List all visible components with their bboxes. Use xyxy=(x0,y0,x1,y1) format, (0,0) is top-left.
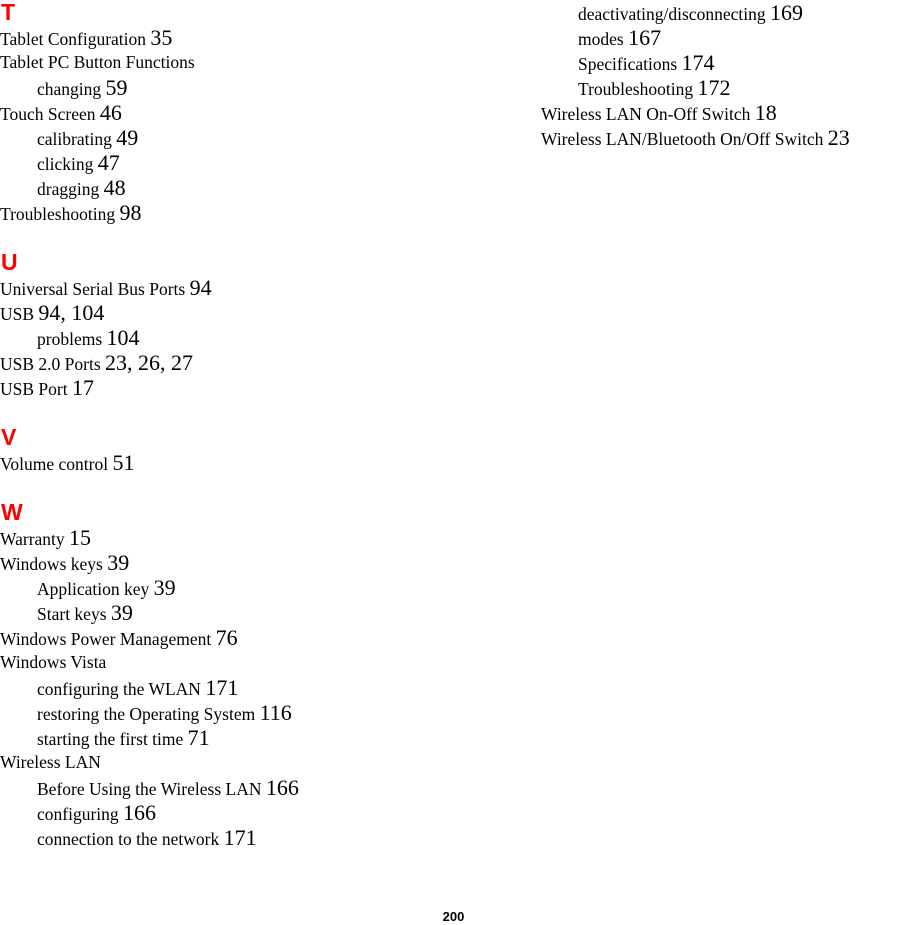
page-reference: 167 xyxy=(628,25,662,50)
index-term: deactivating/disconnecting xyxy=(578,4,766,24)
page-reference: 51 xyxy=(112,450,135,475)
index-term: USB xyxy=(0,304,35,324)
index-entry xyxy=(0,100,520,125)
index-term: clicking xyxy=(37,154,94,174)
index-subentry xyxy=(0,775,520,800)
index-term: Windows Vista xyxy=(0,652,107,672)
page-reference: 23 xyxy=(827,125,850,150)
page-reference: 94 xyxy=(189,275,212,300)
page-reference: 49 xyxy=(116,125,139,150)
index-subentry xyxy=(541,75,907,100)
index-subentry xyxy=(541,25,907,50)
page-reference: 71 xyxy=(187,725,210,750)
page-reference: 46 xyxy=(99,100,122,125)
index-entry xyxy=(0,50,520,75)
index-term: Wireless LAN On-Off Switch xyxy=(541,104,751,124)
index-term: USB 2.0 Ports xyxy=(0,354,101,374)
page-reference: 166 xyxy=(123,800,157,825)
index-term: Wireless LAN xyxy=(0,752,101,772)
page-reference: 116 xyxy=(259,700,292,725)
index-term: Before Using the Wireless LAN xyxy=(37,779,262,799)
page-reference: 18 xyxy=(754,100,777,125)
page-reference: 169 xyxy=(769,0,803,25)
page-reference: 17 xyxy=(71,375,94,400)
page-reference: 98 xyxy=(119,200,142,225)
index-term: connection to the network xyxy=(37,829,220,849)
index-term: changing xyxy=(37,79,102,99)
index-subentry xyxy=(541,0,907,25)
page-reference: 39 xyxy=(110,600,133,625)
page-reference: 94, 104 xyxy=(38,300,105,325)
index-term: Application key xyxy=(37,579,150,599)
index-entry xyxy=(0,750,520,775)
index-entry xyxy=(0,275,520,300)
index-subentry xyxy=(541,50,907,75)
index-entry xyxy=(0,525,520,550)
index-entry xyxy=(541,100,907,125)
index-entry xyxy=(0,350,520,375)
index-subentry xyxy=(0,725,520,750)
index-entry xyxy=(0,625,520,650)
index-term: Specifications xyxy=(578,54,678,74)
index-term: Start keys xyxy=(37,604,107,624)
index-subentry xyxy=(0,125,520,150)
page-reference: 166 xyxy=(265,775,299,800)
index-term: Universal Serial Bus Ports xyxy=(0,279,186,299)
index-term: Windows Power Management xyxy=(0,629,212,649)
page-reference: 172 xyxy=(697,75,731,100)
section-gap xyxy=(0,475,520,500)
index-term: Warranty xyxy=(0,529,65,549)
page-reference: 23, 26, 27 xyxy=(105,350,194,375)
index-subentry xyxy=(0,150,520,175)
index-entry xyxy=(0,375,520,400)
index-entry xyxy=(0,450,520,475)
page-reference: 39 xyxy=(153,575,176,600)
index-subentry xyxy=(0,800,520,825)
index-term: configuring xyxy=(37,804,119,824)
index-subentry xyxy=(0,575,520,600)
section-letter-heading: T xyxy=(1,0,16,25)
index-term: dragging xyxy=(37,179,100,199)
index-term: Troubleshooting xyxy=(578,79,694,99)
page-reference: 76 xyxy=(215,625,238,650)
page-reference: 47 xyxy=(97,150,120,175)
index-term: Tablet Configuration xyxy=(0,29,147,49)
page-reference: 171 xyxy=(205,675,239,700)
index-term: Troubleshooting xyxy=(0,204,116,224)
index-column-right xyxy=(541,0,907,150)
index-term: starting the first time xyxy=(37,729,184,749)
index-term: restoring the Operating System xyxy=(37,704,256,724)
index-term: Wireless LAN/Bluetooth On/Off Switch xyxy=(541,129,824,149)
index-term: Volume control xyxy=(0,454,109,474)
page-reference: 174 xyxy=(681,50,715,75)
index-entry xyxy=(0,300,520,325)
index-subentry xyxy=(0,175,520,200)
index-subentry xyxy=(0,75,520,100)
page-number: 200 xyxy=(442,909,465,924)
section-letter-heading: V xyxy=(1,424,17,450)
index-term: Touch Screen xyxy=(0,104,96,124)
index-subentry xyxy=(0,825,520,850)
section-letter-heading: U xyxy=(1,249,18,275)
page-reference: 59 xyxy=(105,75,128,100)
section-gap xyxy=(0,400,520,425)
index-entry xyxy=(0,25,520,50)
index-term: problems xyxy=(37,329,103,349)
index-term: calibrating xyxy=(37,129,112,149)
index-entry xyxy=(541,125,907,150)
index-term: USB Port xyxy=(0,379,68,399)
index-term: Windows keys xyxy=(0,554,103,574)
index-subentry xyxy=(0,700,520,725)
page-reference: 104 xyxy=(106,325,140,350)
index-term: modes xyxy=(578,29,624,49)
page-reference: 48 xyxy=(103,175,126,200)
index-subentry xyxy=(0,600,520,625)
index-entry xyxy=(0,200,520,225)
index-term: Tablet PC Button Functions xyxy=(0,52,195,72)
page-reference: 39 xyxy=(107,550,130,575)
index-entry xyxy=(0,650,520,675)
index-subentry xyxy=(0,675,520,700)
index-term: configuring the WLAN xyxy=(37,679,201,699)
page-reference: 171 xyxy=(223,825,257,850)
index-entry xyxy=(0,550,520,575)
section-gap xyxy=(0,225,520,250)
page-reference: 35 xyxy=(150,25,173,50)
page-reference: 15 xyxy=(69,525,92,550)
index-subentry xyxy=(0,325,520,350)
section-letter-heading: W xyxy=(1,499,23,525)
